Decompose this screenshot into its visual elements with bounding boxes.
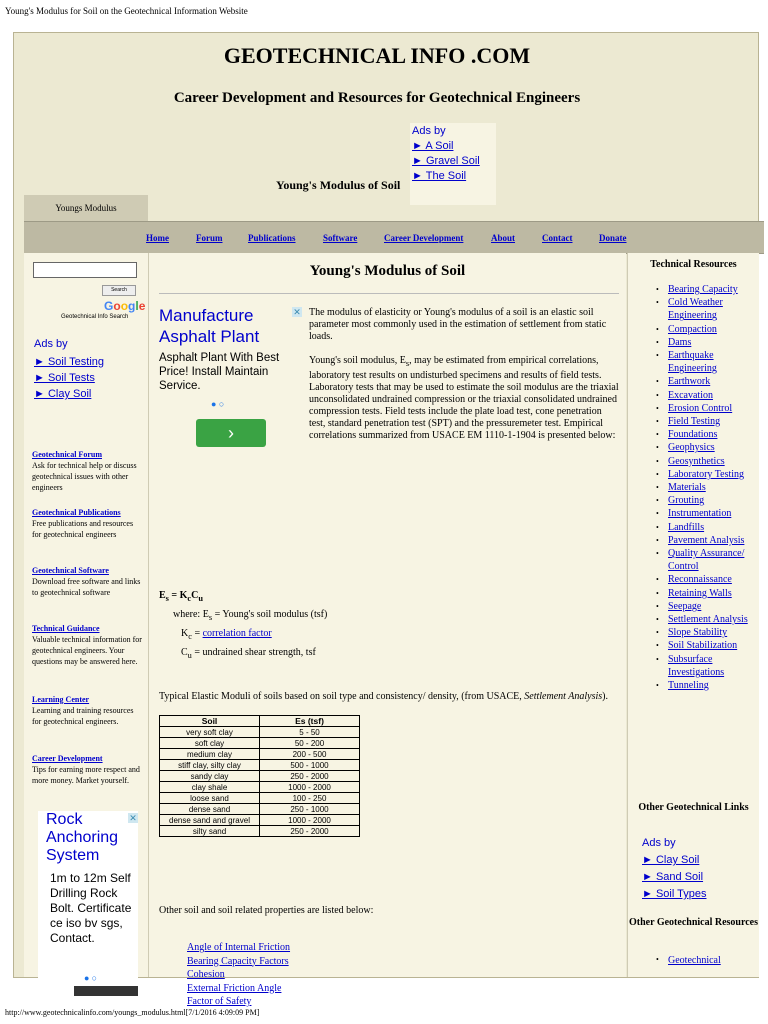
table-row [160,760,360,771]
modulus-cell: 250 - 1000 [260,804,360,815]
resource-item [656,402,756,415]
resource-link[interactable]: Soil Stabilization [668,640,738,652]
resource-link[interactable]: Subsurface Investigations [668,653,725,678]
divider [159,293,619,294]
site-title: GEOTECHNICAL INFO .COM [223,43,531,68]
resource-item [656,428,756,441]
resource-link[interactable]: Earthquake Engineering [668,350,717,375]
banner-ad-link[interactable]: ► The Soil [412,170,467,182]
resource-link[interactable]: Erosion Control [668,402,733,414]
section-link[interactable]: Learning Center [32,695,90,704]
left-ad-link[interactable]: ► Soil Testing [34,356,104,368]
formula-kc: $K_c$ = correlation factor [181,628,272,641]
soil-cell: sandy clay [160,771,260,782]
right-ads [642,837,707,905]
ad-body: 1m to 12m Self Drilling Rock Bolt. Certificate ce iso bv sgs, Contact. [50,871,132,945]
nav-contact[interactable]: Contact [542,233,573,243]
property-link[interactable]: Cohesion [187,969,225,980]
modulus-cell: 50 - 200 [260,738,360,749]
site-subtitle: Career Development and Resources for Geotechnical Engineers [173,90,581,106]
nav-publications[interactable]: Publications [248,233,296,243]
resource-item [656,639,756,652]
intro-paragraph [309,307,619,343]
modulus-cell: 250 - 2000 [260,771,360,782]
section-text: Valuable technical information for geotechnical engineers. Your questions may be answered here. [32,635,142,666]
resource-link[interactable]: Instrumentation [668,508,732,520]
table-intro: Typical Elastic Moduli of soils based on soil type and consistency/ density, (from USACE, Settlement Analysis). [159,691,608,702]
section-link[interactable]: Technical Guidance [32,624,100,633]
resource-item [656,573,756,586]
resource-item [656,521,756,534]
search-caption: Geotechnical Info Search [61,314,129,320]
resource-item [656,336,756,349]
ad-next-button[interactable]: › [196,419,266,447]
table-row [160,771,360,782]
soil-cell: stiff clay, silty clay [160,760,260,771]
left-section [32,623,144,667]
table-row [160,815,360,826]
modulus-cell: 100 - 250 [260,793,360,804]
resource-link[interactable]: Settlement Analysis [668,614,748,626]
asphalt-plant-ad[interactable] [159,305,299,485]
resource-item [656,679,756,692]
other-properties-text: Other soil and soil related properties are listed below: [159,905,374,916]
resource-item [656,296,756,322]
soil-cell: dense sand and gravel [160,815,260,826]
table-row [160,782,360,793]
modulus-cell: 500 - 1000 [260,760,360,771]
subscript: s [405,359,410,368]
ad-body: Asphalt Plant With Best Price! Install Maintain Service. [159,352,280,392]
nav-about[interactable]: About [491,233,516,243]
resource-link[interactable]: Geosynthetics [668,455,725,467]
para-text: , may be estimated from empirical correlations, laboratory test results on undisturbed specimens and results of field tests. Laboratory tests that may be used to estimate the soil modulus are the triaxial unconsolidated undrained compression or the triaxial consolidated undrained compression tests. Field tests include the plate load test, cone penetration test, standard penetration test (SPT) and the pressuremeter test. Empirical correlations summarized from USACE EM 1110-1-1904 is presented below: [309,355,619,441]
resource-item [656,494,756,507]
banner-ad-link[interactable]: ► Gravel Soil [412,155,480,167]
technical-resources-title: Technical Resources [650,259,737,270]
section-link[interactable]: Geotechnical Forum [32,450,102,459]
left-section [32,753,144,786]
para-text: The modulus of elasticity or Young's modulus of a soil is an elastic soil parameter most commonly used in the estimation of settlement from static loads. [309,307,607,342]
nav-career-development[interactable]: Career Development [384,233,464,243]
elastic-moduli-table [159,715,360,837]
modulus-cell: 1000 - 2000 [260,815,360,826]
column-header: Soil [160,716,260,727]
ads-by-label[interactable]: Ads by [642,837,676,849]
resource-item [656,653,756,679]
resource-link[interactable]: Foundations [668,429,718,441]
ads-by-label[interactable]: Ads by [34,338,68,350]
resource-item [656,600,756,613]
resource-link[interactable]: Quality Assurance/ Control [668,548,745,573]
table-row [160,793,360,804]
resource-link[interactable]: Grouting [668,495,705,507]
soil-cell: clay shale [160,782,260,793]
section-link[interactable]: Geotechnical Publications [32,508,121,517]
table-row [160,727,360,738]
resource-link[interactable]: Slope Stability [668,627,728,639]
formula-block [159,588,327,664]
property-link[interactable]: Bearing Capacity Factors [187,955,289,967]
ad-footer-bar [74,986,138,996]
soil-cell: medium clay [160,749,260,760]
soil-cell: dense sand [160,804,260,815]
modulus-cell: 250 - 2000 [260,826,360,837]
resource-item [656,481,756,494]
banner-page-title: Young's Modulus of Soil [276,178,401,192]
soil-cell: very soft clay [160,727,260,738]
nav-bar [24,221,764,254]
resource-item [656,587,756,600]
resource-item [656,468,756,481]
other-resources-title: Other Geotechnical Resources [628,917,759,928]
resource-link[interactable]: Geotechnical [668,955,721,966]
property-link[interactable]: Factor of Safety [187,996,252,1007]
section-link[interactable]: Geotechnical Software [32,566,109,575]
left-sidebar [24,253,149,983]
table-row [160,749,360,760]
resource-link[interactable]: Compaction [668,323,717,335]
left-section [32,565,144,598]
column-header: Es (tsf) [260,716,360,727]
right-ad-link[interactable]: ► Clay Soil [642,854,700,866]
resource-link[interactable]: Dams [668,336,692,348]
ad-headline[interactable]: Rock Anchoring System [46,811,119,864]
section-text: Ask for technical help or discuss geotechnical issues with other engineers [32,461,137,492]
ads-by-label[interactable]: Ads by [412,125,446,137]
correlation-factor-link[interactable]: correlation factor [202,628,272,639]
nav-home[interactable]: Home [146,233,169,243]
banner [14,33,740,221]
left-section [32,507,144,540]
tab-youngs-modulus[interactable]: Youngs Modulus [24,195,148,221]
para-text: Young's soil modulus, E [309,355,406,366]
ad-carousel-dots-icon[interactable]: ● ○ [211,399,225,409]
resource-link[interactable]: Materials [668,482,706,494]
nav-donate[interactable]: Donate [599,233,627,243]
main-content [149,253,626,1007]
left-ads [34,338,104,404]
banner-ads [410,123,496,205]
property-links [187,941,290,1009]
ad-carousel-dots-icon[interactable]: ● ○ [84,973,98,983]
google-logo: Google [104,299,146,313]
resource-link[interactable]: Bearing Capacity [668,284,738,295]
section-text: Download free software and links to geotechnical software [32,577,141,597]
left-section [32,694,144,727]
right-ad-link[interactable]: ► Sand Soil [642,871,704,883]
other-resources-list [656,955,721,966]
resource-link[interactable]: Excavation [668,389,713,401]
other-links-title: Other Geotechnical Links [638,802,749,813]
page-frame [13,32,759,1007]
print-header: Young's Modulus for Soil on the Geotechnical Information Website [5,6,248,16]
resource-link[interactable]: Geophysics [668,442,715,454]
left-ad-link[interactable]: ► Soil Tests [34,372,95,384]
formula-cu: $C_u$ = undrained shear strength, tsf [181,647,316,660]
soil-cell: loose sand [160,793,260,804]
table-row [160,804,360,815]
nav-forum[interactable]: Forum [196,233,223,243]
table-header-row [160,716,360,727]
right-sidebar [627,253,759,977]
ad-close-icon[interactable]: ✕ [293,307,301,317]
left-section [32,449,144,493]
table-row [160,738,360,749]
section-link[interactable]: Career Development [32,754,103,763]
modulus-cell: 1000 - 2000 [260,782,360,793]
formula: $E_s = K_cC_u$ [159,590,203,603]
resource-link[interactable]: Earthwork [668,376,711,388]
property-link[interactable]: Angle of Internal Friction [187,942,291,953]
resource-item [656,283,756,296]
resource-item [656,415,756,428]
resource-item [656,534,756,547]
resource-link[interactable]: Field Testing [668,416,721,428]
resource-link[interactable]: Retaining Walls [668,587,732,599]
resource-link[interactable]: Reconnaissance [668,574,732,586]
right-ad-link[interactable]: ► Soil Types [642,888,707,900]
resource-item [656,375,756,388]
print-footer: http://www.geotechnicalinfo.com/youngs_modulus.html[7/1/2016 4:09:09 PM] [5,1008,260,1017]
resource-item [656,613,756,626]
search-input[interactable] [33,262,137,278]
resource-item [656,455,756,468]
page-title: Young's Modulus of Soil [309,263,466,279]
modulus-cell: 200 - 500 [260,749,360,760]
resource-link[interactable]: Cold Weather Engineering [668,297,723,322]
section-text: Free publications and resources for geotechnical engineers [32,519,134,539]
resource-item [656,441,756,454]
left-ad-link[interactable]: ► Clay Soil [34,388,92,400]
soil-cell: silty sand [160,826,260,837]
property-link[interactable]: External Friction Angle [187,982,282,994]
table-row [160,826,360,837]
section-text: Tips for earning more respect and more money. Market yourself. [32,765,140,785]
ad-close-icon[interactable]: ✕ [129,813,137,823]
resource-item [656,626,756,639]
banner-ad-link[interactable]: ► A Soil [412,140,454,152]
resource-link[interactable]: Laboratory Testing [668,468,745,480]
resource-link[interactable]: Tunneling [668,680,709,692]
resource-item [656,323,756,336]
ad-headline[interactable]: Manufacture Asphalt Plant [159,306,260,346]
resource-link[interactable]: Landfills [668,521,705,533]
technical-resources-list [656,283,756,692]
soil-cell: soft clay [160,738,260,749]
nav-software[interactable]: Software [323,233,358,243]
resource-item [656,349,756,375]
resource-link[interactable]: Pavement Analysis [668,534,745,546]
formula-where: where: $E_s$ = Young's soil modulus (tsf) [173,609,328,622]
modulus-cell: 5 - 50 [260,727,360,738]
resource-item [656,507,756,520]
section-text: Learning and training resources for geotechnical engineers. [32,706,134,726]
estimation-paragraph [309,355,619,442]
resource-link[interactable]: Seepage [668,600,702,612]
resource-item [656,547,756,573]
resource-item [656,389,756,402]
search-button[interactable]: Search [102,285,136,296]
